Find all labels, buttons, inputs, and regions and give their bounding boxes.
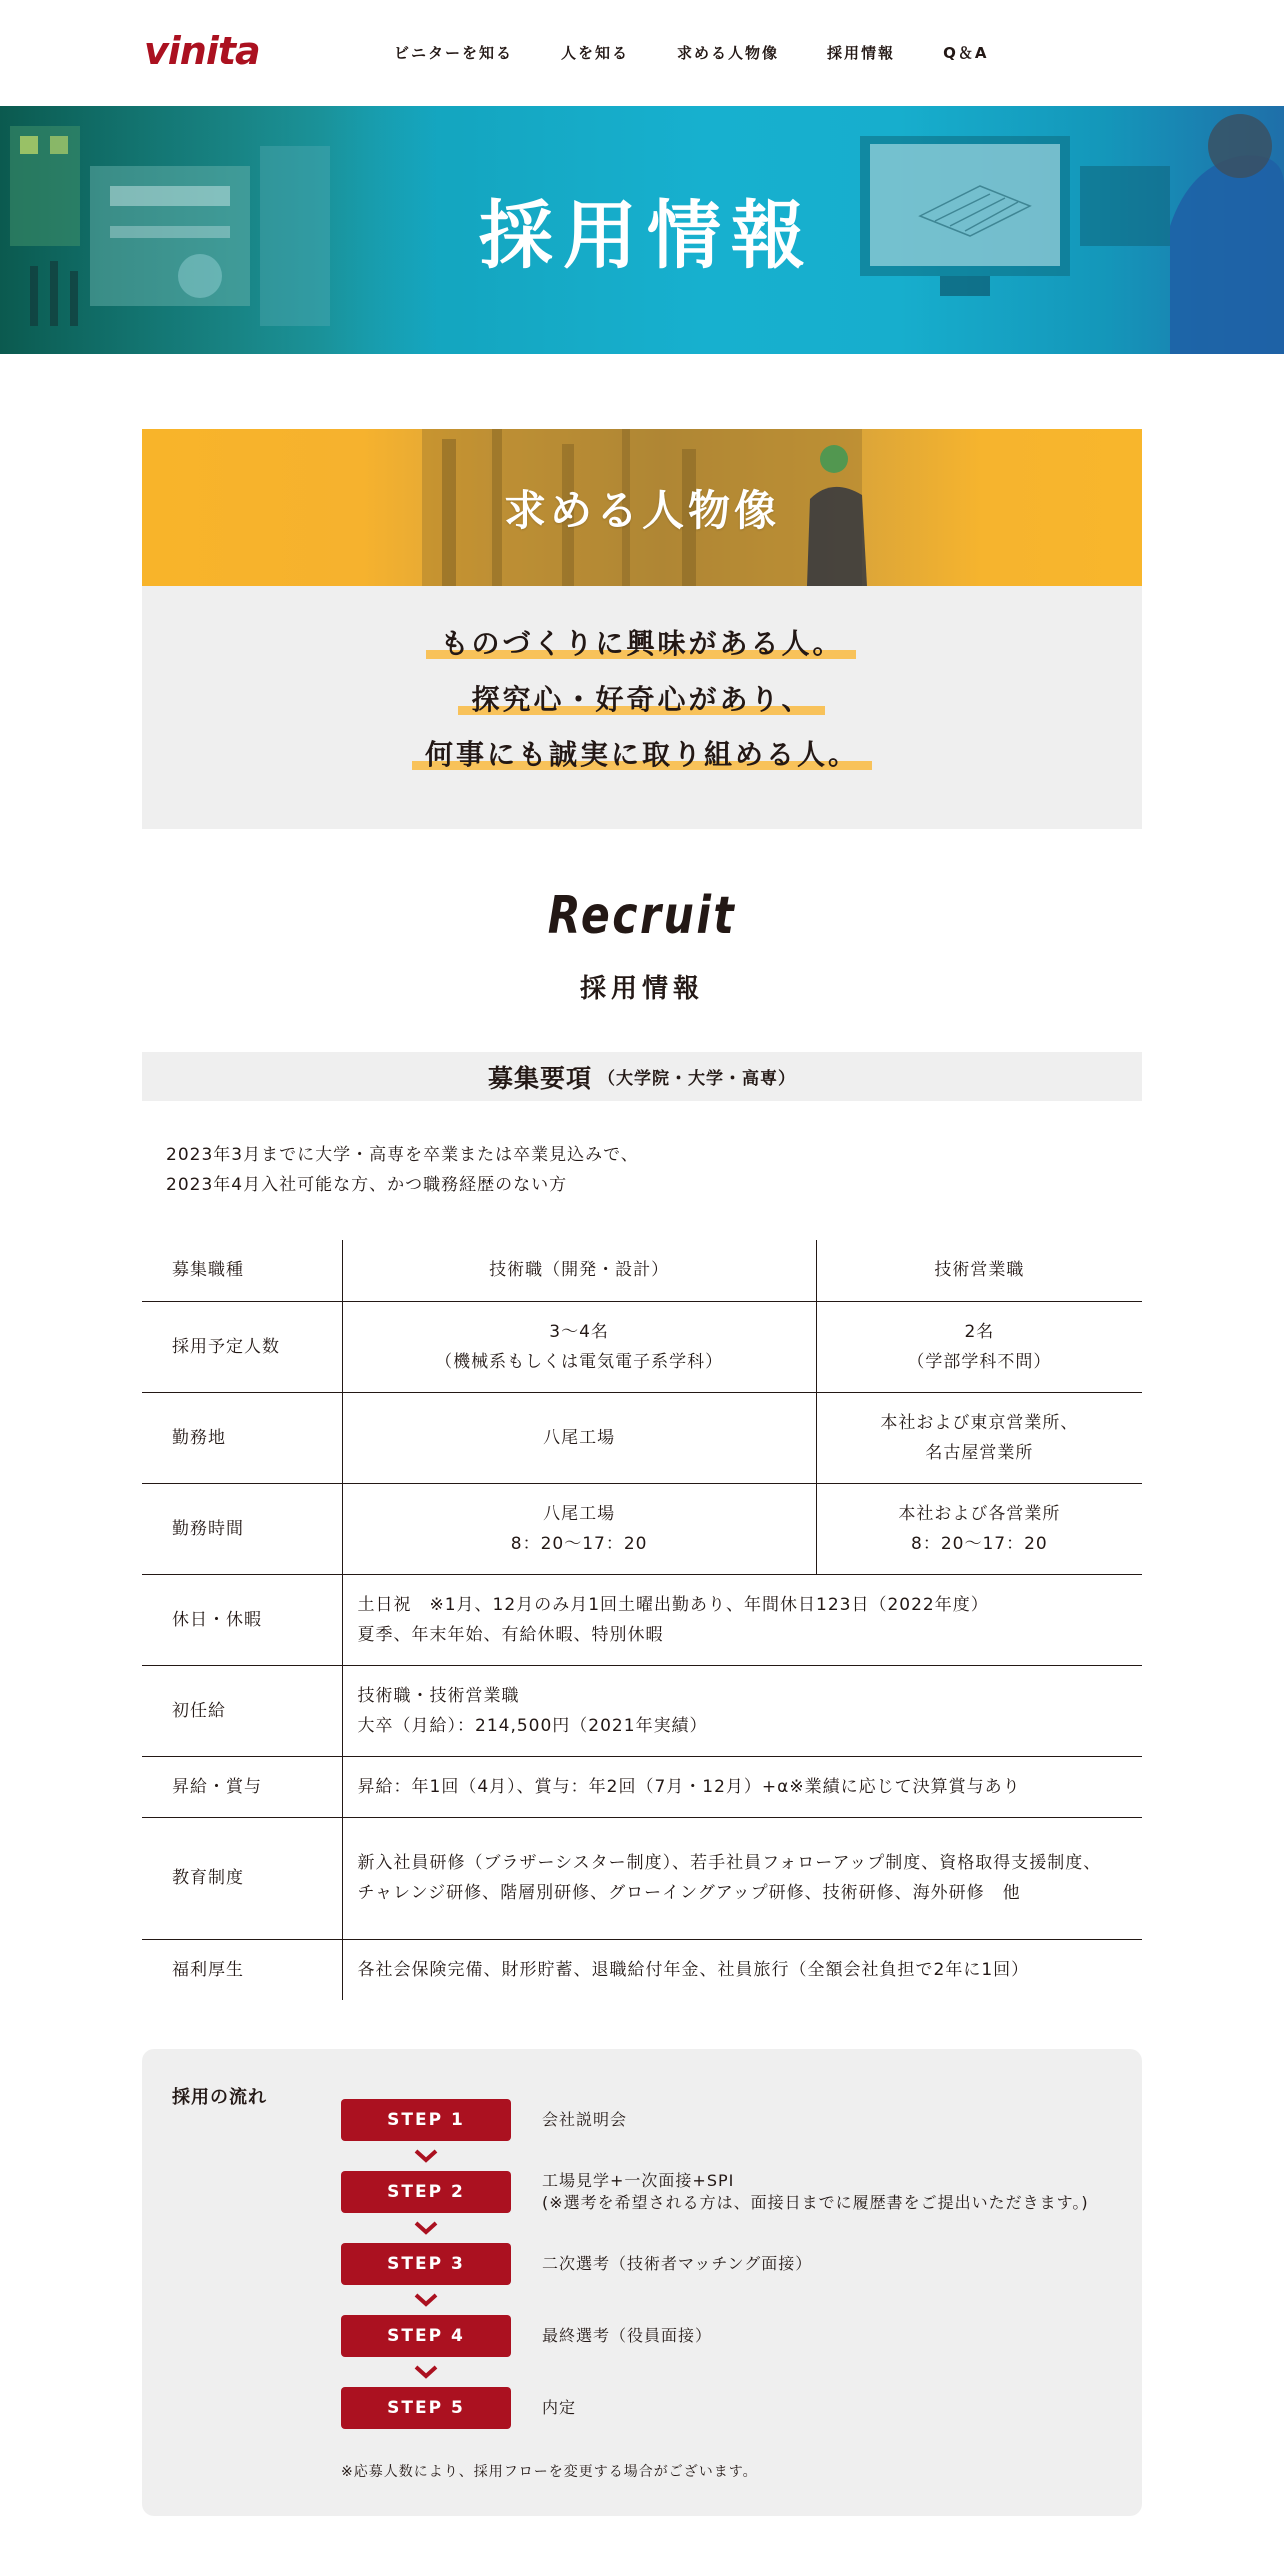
table-row [142,1756,1142,1817]
requirements-heading-sub: （大学院・大学・高専） [598,1069,796,1089]
ideal-candidate-banner [142,429,1142,586]
row-label: 教育制度 [142,1817,342,1939]
chevron-down-icon [413,2292,439,2308]
row-value-engineering: 八尾工場 8：20～17：20 [342,1483,816,1574]
chevron-down-icon [413,2220,439,2236]
candidate-line-2: 探究心・好奇心があり、 [471,683,813,716]
site-header [0,0,1284,106]
flow-title: 採用の流れ [172,2087,267,2108]
candidate-line-1: ものづくりに興味がある人。 [440,627,844,660]
nav-item-ideal-candidate[interactable]: 求める人物像 [677,44,780,62]
row-value: 土日祝 ※1月、12月のみ月1回土曜出勤あり、年間休日123日（2022年度） 夏季、年末年始、有給休暇、特別休暇 [342,1574,1142,1665]
ideal-candidate-title: 求める人物像 [503,485,780,535]
step-5-badge: STEP 5 [341,2387,511,2429]
site-logo[interactable] [142,30,282,70]
step-4-text: 最終選考（役員面接） [542,2326,713,2345]
nav-item-people[interactable]: 人を知る [561,44,630,62]
nav-item-recruitment[interactable]: 採用情報 [827,44,896,62]
table-row [142,1817,1142,1939]
row-label: 初任給 [142,1665,342,1756]
recruit-title-ja: 採用情報 [579,974,704,1004]
step-1-badge: STEP 1 [341,2099,511,2141]
requirements-table [142,1240,1142,2000]
chevron-down-icon [413,2364,439,2380]
hero-title: 採用情報 [479,193,815,279]
row-label: 勤務地 [142,1392,342,1483]
intro-line: 2023年3月までに大学・高専を卒業または卒業見込みで、 [166,1145,639,1165]
row-value-engineering: 八尾工場 [342,1392,816,1483]
intro-line: 2023年4月入社可能な方、かつ職務経歴のない方 [166,1175,568,1195]
row-value: 技術職・技術営業職 大卒（月給）：214,500円（2021年実績） [342,1665,1142,1756]
hero-banner [0,106,1284,354]
table-row [142,1574,1142,1665]
row-value-sales: 本社および各営業所 8：20～17：20 [816,1483,1142,1574]
row-label: 福利厚生 [142,1939,342,2000]
row-value: 新入社員研修（ブラザーシスター制度）、若手社員フォローアップ制度、資格取得支援制度、 チャレンジ研修、階層別研修、グローイングアップ研修、技術研修、海外研修 他 [342,1817,1142,1939]
step-5-text: 内定 [542,2398,577,2417]
row-value-engineering: 技術職（開発・設計） [342,1240,816,1301]
row-value-sales: 本社および東京営業所、 名古屋営業所 [816,1392,1142,1483]
recruit-title-en: Recruit [547,886,737,946]
recruitment-flow [142,2049,1142,2516]
ideal-candidate-text [142,586,1142,829]
chevron-down-icon [413,2148,439,2164]
step-3-badge: STEP 3 [341,2243,511,2285]
requirements-heading-main: 募集要項 [487,1063,592,1093]
nav-item-about-vinita[interactable]: ビニターを知る [394,44,514,62]
table-row [142,1939,1142,2000]
row-label: 休日・休暇 [142,1574,342,1665]
table-row [142,1392,1142,1483]
step-4-badge: STEP 4 [341,2315,511,2357]
row-value-sales: 技術営業職 [816,1240,1142,1301]
requirements-heading [142,1052,1142,1101]
step-3-text: 二次選考（技術者マッチング面接） [542,2254,813,2273]
row-value: 昇給：年1回（4月）、賞与：年2回（7月・12月）+α※業績に応じて決算賞与あり [342,1756,1142,1817]
row-label: 募集職種 [142,1240,342,1301]
row-value: 各社会保険完備、財形貯蓄、退職給付年金、社員旅行（全額会社負担で2年に1回） [357,1959,1030,1980]
svg-text:vinita: vinita [144,30,260,70]
table-row [142,1665,1142,1756]
requirements-intro [166,1140,639,1200]
table-row [142,1240,1142,1301]
row-value-sales: 2名 （学部学科不問） [816,1301,1142,1392]
nav-item-qa[interactable]: Q＆A [943,44,989,62]
row-value-engineering: 3～4名 （機械系もしくは電気電子系学科） [342,1301,816,1392]
row-label: 昇給・賞与 [142,1756,342,1817]
step-2-text: 工場見学+一次面接+SPI (※選考を希望される方は、面接日までに履歴書をご提出いただきます。) [542,2171,1089,2212]
row-label: 勤務時間 [142,1483,342,1574]
global-nav [370,34,1012,71]
vinita-logo-icon [142,30,282,70]
candidate-line-3: 何事にも誠実に取り組める人。 [424,738,859,771]
flow-note: ※応募人数により、採用フローを変更する場合がございます。 [341,2464,758,2480]
table-row [142,1301,1142,1392]
step-2-badge: STEP 2 [341,2171,511,2213]
row-label: 採用予定人数 [142,1301,342,1392]
table-row [142,1483,1142,1574]
step-1-text: 会社説明会 [542,2110,628,2129]
